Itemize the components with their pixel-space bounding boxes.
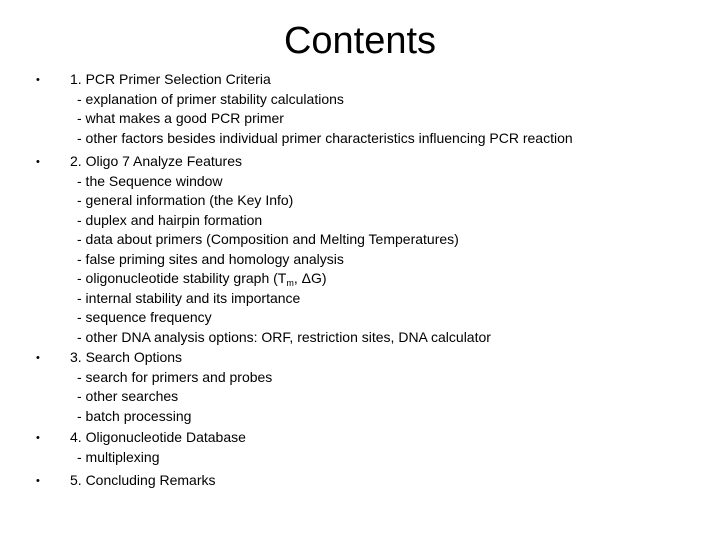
contents-subitem: - sequence frequency (77, 309, 212, 325)
bullet-icon: • (36, 352, 40, 364)
subitem-text: , ΔG) (293, 270, 327, 286)
contents-subitem: - data about primers (Composition and Melting Temperatures) (77, 231, 459, 247)
contents-subitem: - the Sequence window (77, 172, 223, 189)
contents-heading: 2. Oligo 7 Analyze Features (70, 153, 242, 169)
contents-subitem: - explanation of primer stability calculations (77, 90, 344, 107)
slide-title: Contents (283, 20, 437, 62)
contents-subitem: - batch processing (77, 407, 192, 424)
subscript-text: m (286, 278, 294, 288)
contents-heading: 1. PCR Primer Selection Criteria (70, 71, 271, 87)
contents-subitem: - other DNA analysis options: ORF, restriction sites, DNA calculator (77, 328, 491, 345)
bullet-icon: • (36, 475, 40, 487)
bullet-icon: • (36, 432, 40, 444)
contents-subitem: - what makes a good PCR primer (77, 110, 284, 126)
contents-heading: 5. Concluding Remarks (70, 472, 216, 488)
contents-subitem: - internal stability and its importance (77, 289, 301, 306)
subitem-text: - oligonucleotide stability graph (T (77, 270, 287, 286)
contents-subitem (77, 269, 327, 287)
bullet-icon: • (36, 74, 40, 86)
contents-subitem: - false priming sites and homology analysis (77, 250, 344, 267)
bullet-icon: • (36, 156, 40, 168)
contents-subitem: - other factors besides individual primer characteristics influencing PCR reaction (77, 129, 573, 146)
contents-heading: 3. Search Options (70, 349, 183, 365)
contents-subitem: - multiplexing (77, 448, 160, 465)
contents-subitem: - general information (the Key Info) (77, 192, 294, 208)
contents-subitem: - search for primers and probes (77, 368, 273, 385)
contents-subitem: - duplex and hairpin formation (77, 211, 263, 228)
contents-subitem: - other searches (77, 388, 179, 404)
contents-heading: 4. Oligonucleotide Database (70, 429, 246, 445)
